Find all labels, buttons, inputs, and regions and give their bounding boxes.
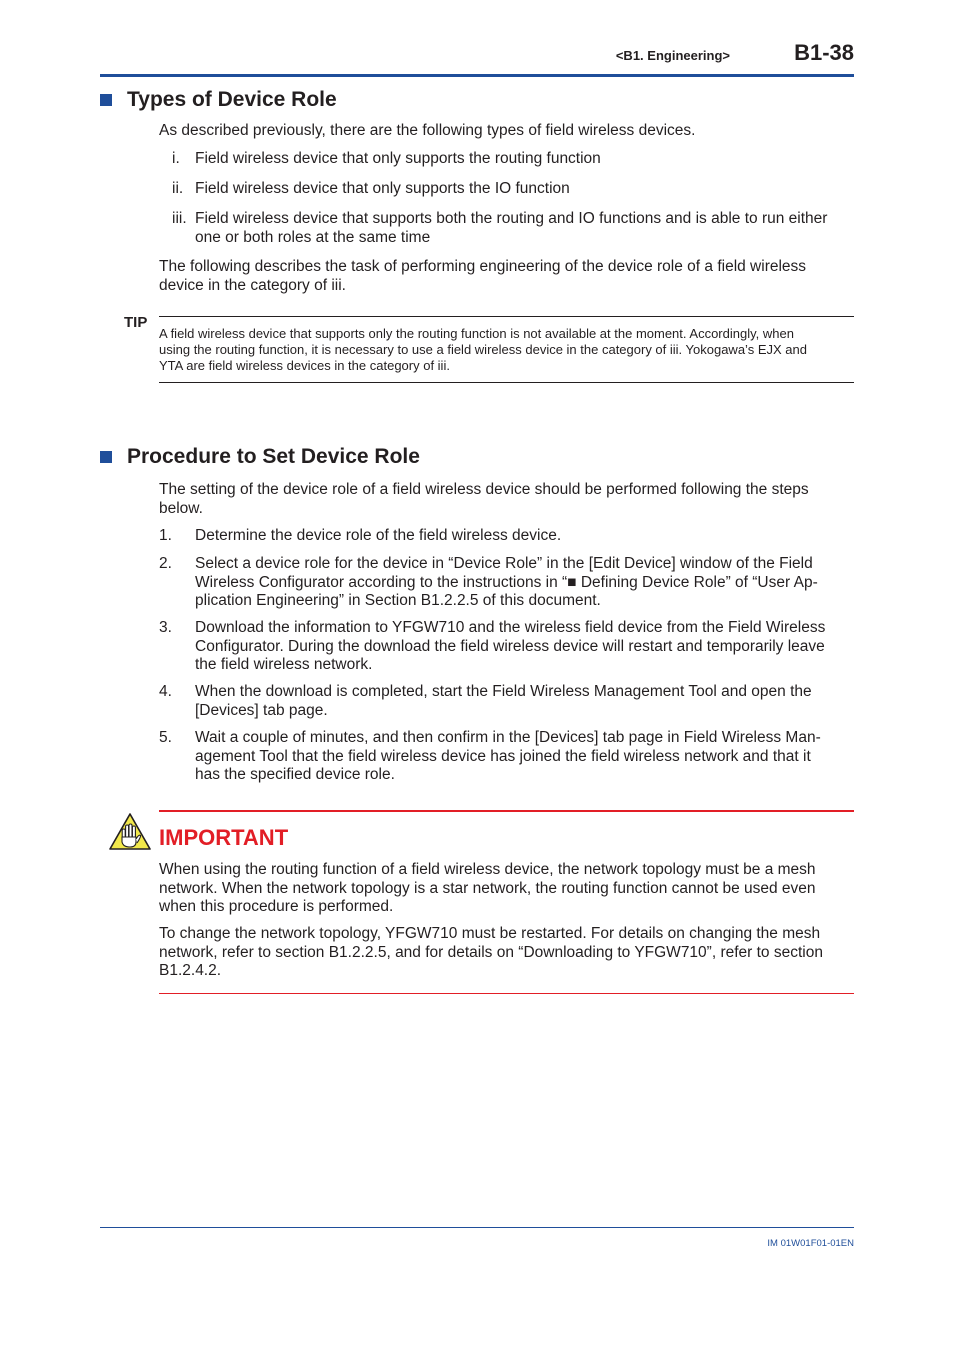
paragraph-line: The following describes the task of performing engineering of the device role of a field wireless — [159, 258, 807, 275]
step-text: agement Tool that the field wireless device has joined the field wireless network and that it — [195, 747, 811, 765]
step-number: 1. — [159, 527, 172, 544]
list-item-text: one or both roles at the same time — [195, 228, 431, 246]
header-rule — [100, 74, 854, 77]
tip-text — [159, 326, 854, 374]
tip-label: TIP — [124, 314, 148, 331]
step-number: 5. — [159, 729, 172, 746]
paragraph-line: network, refer to section B1.2.2.5, and for details on “Downloading to YFGW710”, refer to section — [159, 943, 823, 961]
step-text: plication Engineering” in Section B1.2.2.5 of this document. — [195, 592, 601, 609]
section-heading-types — [100, 88, 337, 112]
section-intro — [159, 481, 855, 518]
step-text: Determine the device role of the field wireless device. — [195, 527, 562, 544]
tip-top-rule — [159, 316, 854, 317]
important-bottom-rule — [159, 993, 854, 994]
step-text: Configurator. During the download the field wireless device will restart and temporarily leave — [195, 637, 825, 655]
list-item-text: Field wireless device that only supports the routing function — [195, 150, 601, 167]
paragraph-line: device in the category of iii. — [159, 276, 346, 294]
step-text: Select a device role for the device in “Device Role” in the [Edit Device] window of the Field — [195, 555, 813, 572]
footer-rule — [100, 1227, 854, 1228]
important-paragraph — [159, 861, 855, 917]
step-text: the field wireless network. — [195, 656, 373, 673]
caution-hand-icon — [108, 812, 152, 852]
page-number: B1-38 — [794, 40, 854, 65]
document-number: IM 01W01F01-01EN — [767, 1238, 854, 1249]
paragraph-line: below. — [159, 499, 203, 517]
running-header-section: <B1. Engineering> — [615, 48, 730, 63]
section-title: Types of Device Role — [127, 88, 337, 111]
step-text: has the specified device role. — [195, 766, 395, 783]
section-outro — [159, 258, 855, 295]
tip-line: YTA are field wireless devices in the category of iii. — [159, 358, 450, 373]
step-text: Download the information to YFGW710 and the wireless field device from the Field Wireless — [195, 619, 826, 636]
list-item-text: Field wireless device that supports both the routing and IO functions and is able to run either — [195, 210, 828, 227]
step-number: 3. — [159, 619, 172, 636]
square-bullet-icon — [100, 94, 112, 106]
square-bullet-icon — [100, 451, 112, 463]
paragraph-line: when this procedure is performed. — [159, 898, 394, 915]
step-text: [Devices] tab page. — [195, 701, 328, 719]
list-marker: i. — [172, 150, 180, 167]
paragraph-line: To change the network topology, YFGW710 must be restarted. For details on changing the mesh — [159, 925, 821, 942]
paragraph-line: The setting of the device role of a field wireless device should be performed following the steps — [159, 481, 809, 498]
paragraph-line: network. When the network topology is a star network, the routing function cannot be used even — [159, 879, 816, 897]
important-title: IMPORTANT — [159, 825, 289, 850]
section-title: Procedure to Set Device Role — [127, 445, 420, 468]
section-intro: As described previously, there are the following types of field wireless devices. — [159, 122, 696, 139]
important-top-rule — [159, 810, 854, 812]
step-text: When the download is completed, start the Field Wireless Management Tool and open the — [195, 683, 812, 700]
step-number: 4. — [159, 683, 172, 700]
step-text: Wait a couple of minutes, and then confirm in the [Devices] tab page in Field Wireless Man- — [195, 729, 821, 746]
step-text: Wireless Configurator according to the instructions in “■ Defining Device Role” of “User Ap- — [195, 573, 818, 591]
list-marker: ii. — [172, 180, 184, 197]
list-marker: iii. — [172, 210, 187, 227]
tip-line: using the routing function, it is necessary to use a field wireless device in the category of iii. Yokogawa’s EJX and — [159, 342, 807, 357]
important-paragraph — [159, 925, 855, 981]
section-heading-procedure — [100, 445, 420, 469]
tip-line: A field wireless device that supports only the routing function is not available at the moment. Accordingly, when — [159, 326, 794, 341]
paragraph-line: B1.2.4.2. — [159, 962, 222, 979]
step-number: 2. — [159, 555, 172, 572]
list-item-text: Field wireless device that only supports the IO function — [195, 180, 570, 197]
tip-bottom-rule — [159, 382, 854, 383]
paragraph-line: When using the routing function of a field wireless device, the network topology must be a mesh — [159, 861, 816, 878]
